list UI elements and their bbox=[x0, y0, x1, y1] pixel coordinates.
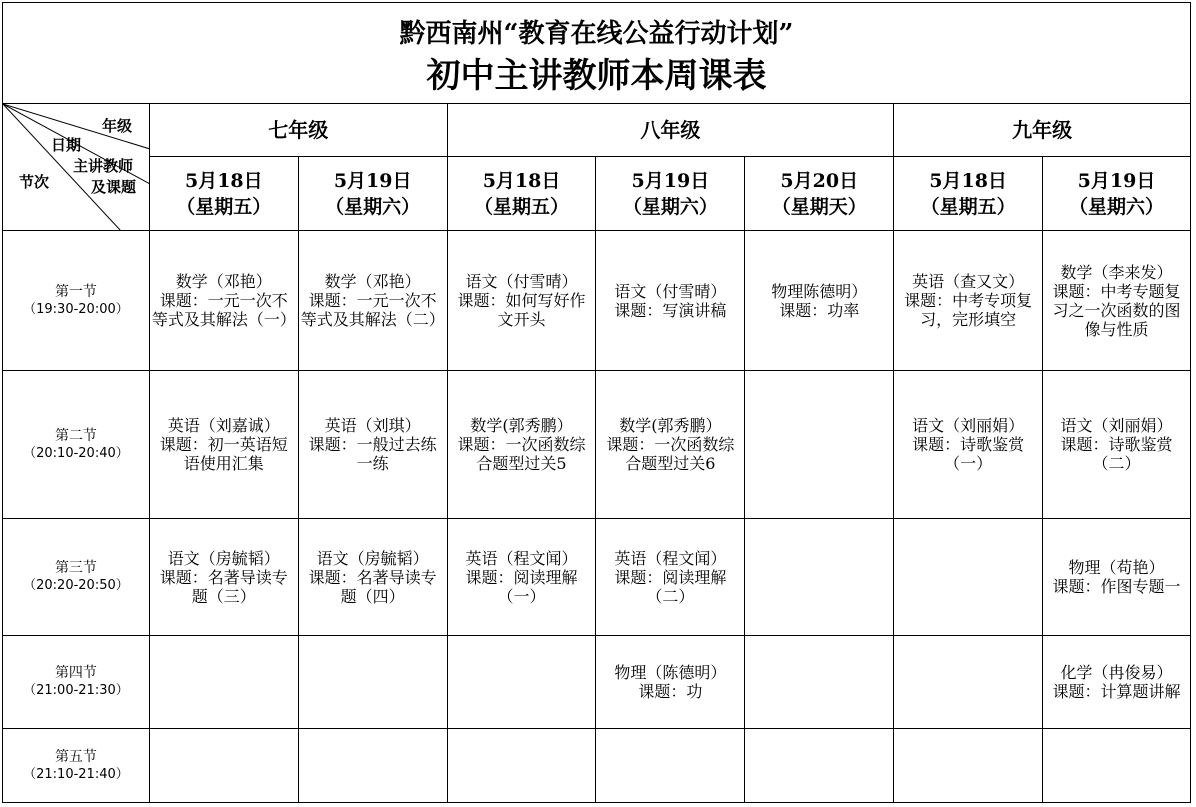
weekday-text: （星期五） bbox=[920, 195, 1016, 218]
schedule-cell bbox=[447, 729, 596, 803]
schedule-cell bbox=[596, 231, 745, 371]
lesson-text: 物理陈德明） 课题：功率 bbox=[771, 281, 868, 320]
lesson-text: 语文（付雪晴） 课题：如何写好作文开头 bbox=[457, 272, 586, 329]
corner-date-label: 日期 bbox=[51, 136, 82, 154]
lesson-text: 英语（刘嘉诚） 课题：初一英语短语使用汇集 bbox=[159, 416, 288, 473]
schedule-table bbox=[2, 103, 1191, 803]
schedule-cell bbox=[745, 231, 894, 371]
period-row-1 bbox=[3, 231, 1191, 371]
lesson-text: 物理（苟艳） 课题：作图专题一 bbox=[1052, 558, 1181, 596]
period-name: 第三节 bbox=[54, 560, 97, 576]
weekday-text: （星期六） bbox=[325, 195, 421, 218]
schedule-cell bbox=[596, 636, 745, 729]
lesson-text: 语文（付雪晴） 课题：写演讲稿 bbox=[614, 281, 727, 320]
lesson-text: 数学(郭秀鹏） 课题：一次函数综合题型过关5 bbox=[457, 416, 586, 473]
schedule-cell bbox=[298, 729, 447, 803]
weekday-text: （星期六） bbox=[1069, 195, 1165, 218]
title-line-2: 初中主讲教师本周课表 bbox=[426, 56, 767, 96]
period-label bbox=[3, 371, 150, 519]
schedule-cell bbox=[745, 636, 894, 729]
schedule-cell bbox=[447, 371, 596, 519]
lesson-text: 语文（刘丽娟） 课题：诗歌鉴赏（二） bbox=[1060, 416, 1173, 473]
date-text: 5月18日 bbox=[184, 169, 263, 192]
date-text: 5月19日 bbox=[333, 169, 412, 192]
schedule-cell bbox=[1043, 231, 1191, 371]
lesson-text: 化学（冉俊易） 课题：计算题讲解 bbox=[1052, 663, 1181, 701]
schedule-cell bbox=[149, 231, 298, 371]
lesson-text: 英语（刘琪） 课题：一般过去练一练 bbox=[308, 416, 437, 473]
title-line-1: 黔西南州“教育在线公益行动计划” bbox=[399, 19, 794, 49]
period-row-5 bbox=[3, 729, 1191, 803]
grade-header-9: 九年级 bbox=[894, 104, 1191, 157]
schedule-cell bbox=[745, 729, 894, 803]
date-text: 5月20日 bbox=[780, 169, 859, 192]
date-header bbox=[1043, 157, 1191, 231]
schedule-cell bbox=[596, 519, 745, 636]
period-time: （20:10-20:40） bbox=[23, 445, 129, 461]
corner-grade-label: 年级 bbox=[102, 117, 133, 135]
schedule-cell bbox=[596, 371, 745, 519]
date-header bbox=[298, 157, 447, 231]
period-label bbox=[3, 729, 150, 803]
schedule-cell bbox=[1043, 729, 1191, 803]
period-name: 第五节 bbox=[54, 748, 97, 765]
lesson-text: 英语（查又文） 课题：中考专项复习，完形填空 bbox=[904, 272, 1033, 329]
schedule-cell bbox=[1043, 636, 1191, 729]
period-name: 第一节 bbox=[54, 283, 97, 300]
date-header bbox=[745, 157, 894, 231]
period-name: 第四节 bbox=[54, 665, 97, 681]
date-header-row bbox=[3, 157, 1191, 231]
weekday-text: （星期五） bbox=[176, 195, 272, 218]
grade-header-8: 八年级 bbox=[447, 104, 894, 157]
lesson-text: 数学（李来发） 课题：中考专题复习之一次函数的图像与性质 bbox=[1052, 262, 1181, 339]
schedule-cell bbox=[894, 231, 1043, 371]
lesson-text: 物理（陈德明） 课题：功 bbox=[614, 663, 727, 701]
schedule-cell bbox=[1043, 371, 1191, 519]
corner-teacher-label-1: 主讲教师 bbox=[73, 157, 134, 175]
lesson-text: 英语（程文闻） 课题：阅读理解（一） bbox=[465, 548, 578, 606]
weekday-text: （星期六） bbox=[622, 195, 718, 218]
schedule-cell bbox=[447, 231, 596, 371]
lesson-text: 数学（邓艳） 课题：一元一次不等式及其解法（一） bbox=[151, 272, 296, 329]
period-time: （19:30-20:00） bbox=[23, 301, 129, 317]
lesson-text: 数学（邓艳） 课题：一元一次不等式及其解法（二） bbox=[300, 272, 445, 329]
schedule-cell bbox=[745, 519, 894, 636]
schedule-cell bbox=[894, 519, 1043, 636]
lesson-text: 英语（程文闻） 课题：阅读理解（二） bbox=[614, 548, 727, 606]
schedule-cell bbox=[447, 636, 596, 729]
schedule-cell bbox=[149, 729, 298, 803]
corner-period-label: 节次 bbox=[19, 173, 50, 191]
title-block bbox=[2, 2, 1191, 104]
period-row-2 bbox=[3, 371, 1191, 519]
corner-header bbox=[3, 104, 150, 231]
schedule-cell bbox=[298, 371, 447, 519]
schedule-cell bbox=[1043, 519, 1191, 636]
period-row-3 bbox=[3, 519, 1191, 636]
grade-header-7: 七年级 bbox=[149, 104, 447, 157]
date-header bbox=[447, 157, 596, 231]
schedule-cell bbox=[298, 519, 447, 636]
date-text: 5月19日 bbox=[631, 169, 710, 192]
grade-header-row bbox=[3, 104, 1191, 157]
date-text: 5月18日 bbox=[929, 169, 1007, 192]
period-label bbox=[3, 231, 150, 371]
weekday-text: （星期天） bbox=[771, 195, 867, 218]
lesson-text: 语文（房毓韬） 课题：名著导读专题（三） bbox=[159, 548, 288, 606]
schedule-cell bbox=[298, 636, 447, 729]
period-name: 第二节 bbox=[54, 427, 97, 444]
date-text: 5月19日 bbox=[1077, 169, 1156, 192]
schedule-cell bbox=[149, 371, 298, 519]
schedule-cell bbox=[745, 371, 894, 519]
date-header bbox=[894, 157, 1043, 231]
period-time: （21:00-21:30） bbox=[23, 683, 129, 698]
period-time: （21:10-21:40） bbox=[23, 766, 129, 782]
lesson-text: 语文（房毓韬） 课题：名著导读专题（四） bbox=[308, 548, 437, 606]
schedule-cell bbox=[298, 231, 447, 371]
schedule-cell bbox=[894, 729, 1043, 803]
schedule-cell bbox=[894, 371, 1043, 519]
period-row-4 bbox=[3, 636, 1191, 729]
date-header bbox=[149, 157, 298, 231]
period-label bbox=[3, 636, 150, 729]
schedule-cell bbox=[894, 636, 1043, 729]
lesson-text: 数学(郭秀鹏） 课题：一次函数综合题型过关6 bbox=[606, 416, 735, 473]
schedule-cell bbox=[149, 519, 298, 636]
date-header bbox=[596, 157, 745, 231]
period-label bbox=[3, 519, 150, 636]
period-time: （20:20-20:50） bbox=[23, 578, 129, 593]
corner-teacher-label-2: 及课题 bbox=[91, 178, 137, 196]
schedule-sheet bbox=[2, 2, 1191, 803]
schedule-cell bbox=[596, 729, 745, 803]
lesson-text: 语文（刘丽娟） 课题：诗歌鉴赏（一） bbox=[912, 416, 1025, 473]
schedule-cell bbox=[447, 519, 596, 636]
weekday-text: （星期五） bbox=[474, 195, 570, 218]
date-text: 5月18日 bbox=[482, 169, 561, 192]
schedule-cell bbox=[149, 636, 298, 729]
